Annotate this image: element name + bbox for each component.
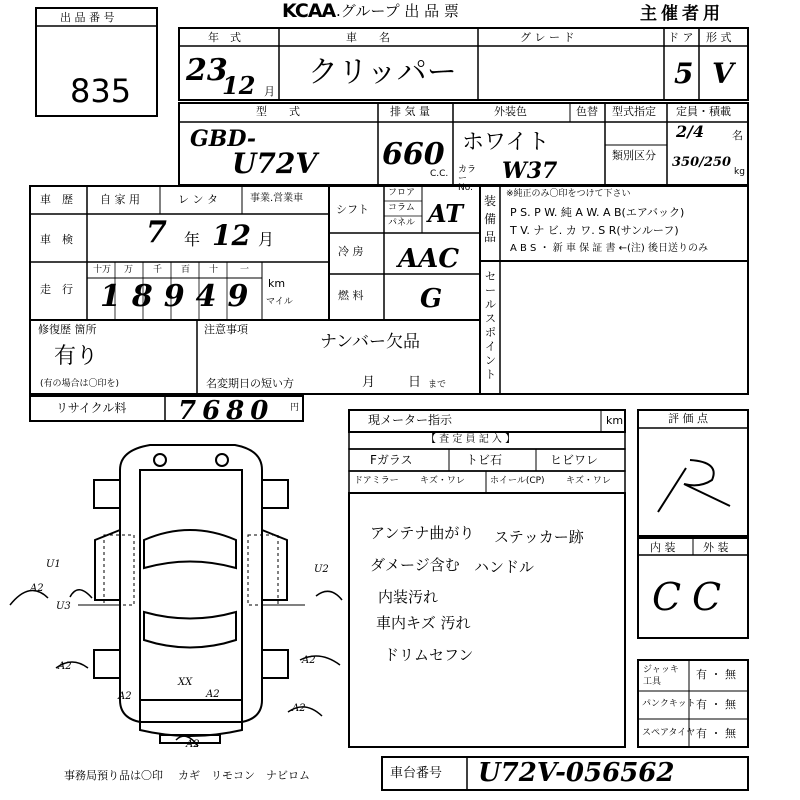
month-value: 12 (222, 71, 256, 100)
inspection-year-unit: 年 (184, 230, 201, 249)
lot-number-label: 出 品 番 号 (60, 11, 115, 24)
shift-opt-panel: パネル (388, 218, 416, 228)
tools-jack-label: ジャッキ工具 (643, 665, 679, 687)
chassis-label: 車台番号 (390, 766, 443, 781)
doors-label: ド ア (668, 31, 694, 44)
car-diagram (78, 445, 305, 743)
cc-unit: C.C. (430, 169, 449, 179)
tools-punct-opts: 有 ・ 無 (696, 698, 736, 711)
transfer-label: 名変期日の短い方 (206, 377, 294, 390)
damage-mark: U1 (46, 559, 61, 570)
damage-mark: U2 (314, 564, 329, 575)
year-label: 年 式 (208, 31, 241, 44)
assessor-comment: 車内キズ 汚れ (376, 614, 471, 632)
damage-mark: A2 (58, 661, 72, 672)
office-note: 事務局預り品は〇印 (64, 769, 163, 782)
history-label: 車 歴 (40, 193, 73, 206)
mileage-digit-label: 十 (209, 265, 219, 275)
assessor-label: 【 査 定 員 記 入 】 (426, 434, 516, 445)
f-glass-label: Fガラス (370, 453, 413, 467)
displacement-value: 660 (382, 137, 445, 172)
model-value-2: U72V (232, 147, 318, 180)
repair-label: 修復歴 箇所 (38, 323, 97, 336)
tools-spare-opts: 有 ・ 無 (696, 727, 736, 740)
transfer-month: 月 (362, 375, 376, 390)
grade-label: グ レ ー ド (520, 31, 575, 44)
equipment-note: ※純正のみ〇印をつけて下さい (506, 189, 631, 199)
kcaa-logo: KCAA (282, 0, 336, 22)
wheel-label: ホイール(CP) (490, 476, 545, 486)
doors-value: 5 (674, 57, 694, 90)
damage-mark: XX (178, 677, 193, 688)
meter-label: 現メーター指示 (368, 413, 453, 427)
assessor-comment: 内装汚れ (378, 588, 439, 606)
assessor-comment: ステッカー跡 (494, 528, 584, 546)
notes-label: 注意事項 (204, 323, 248, 336)
stone-chip-label: トビ石 (466, 453, 503, 467)
shift-label: シフト (336, 203, 369, 216)
model-label: 型 式 (256, 105, 300, 118)
ac-value: AAC (398, 244, 460, 274)
damage-mark: A2 (302, 655, 316, 666)
color-label: 外装色 (494, 105, 527, 118)
recycle-value: 7680 (178, 396, 275, 426)
tools-punct-label: パンクキット (642, 699, 696, 709)
inspection-month: 12 (212, 219, 251, 252)
assessor-comment: ダメージ含む (370, 556, 460, 574)
shift-value: AT (428, 199, 464, 228)
tools-spare-label: スペアタイヤ (642, 728, 696, 738)
inspection-year: 7 (146, 215, 167, 250)
color-change-label: 色替 (576, 105, 598, 118)
load-unit: kg (734, 167, 745, 177)
fuel-value: G (420, 284, 443, 314)
damage-mark: A2 (206, 689, 220, 700)
exterior-value: C (692, 575, 722, 619)
sale-point-label: セールスポイント (485, 270, 496, 381)
model-value-1: GBD- (190, 126, 256, 152)
wheel-opts: キズ・ワレ (566, 476, 611, 486)
chassis-value: U72V-056562 (478, 758, 675, 788)
damage-mark: A2 (30, 583, 44, 594)
lot-number: 835 (70, 72, 132, 110)
shift-opt-column: コラム (388, 203, 415, 213)
rating-label: 評 価 点 (668, 412, 708, 425)
exterior-label: 外 装 (703, 541, 729, 554)
mileage-digit-label: 千 (153, 265, 163, 275)
color-value: ホワイト (462, 130, 550, 155)
fuel-label: 燃 料 (338, 289, 364, 302)
mileage-unit-mile: マイル (266, 297, 293, 307)
recycle-label: リサイクル料 (56, 401, 127, 415)
interior-value: C (652, 575, 682, 619)
color-no-label: カラー No. (458, 165, 477, 193)
capacity-label: 定員・積載 (676, 105, 731, 118)
equipment-label: 装 備 品 (484, 194, 497, 244)
displacement-label: 排 気 量 (390, 105, 430, 118)
organizer-label: 主催者用 (640, 4, 724, 24)
meter-unit: km (606, 414, 624, 427)
inspection-month-unit: 月 (258, 230, 275, 249)
recycle-unit: 円 (290, 403, 300, 413)
office-items: カギ リモコン ナビロム (178, 769, 310, 782)
month-unit: 月 (264, 85, 275, 98)
transfer-until: まで (428, 380, 447, 390)
history-opt-business: 事業.営業車 (250, 193, 304, 204)
form-title: .グループ 出 品 票 (336, 2, 459, 20)
type-class-label: 類別区分 (612, 149, 656, 162)
load-value: 350/250 (672, 155, 732, 170)
equipment-line-3: A B S ・ 新 車 保 証 書 ←(注) 後日送りのみ (510, 243, 709, 254)
repair-note: (有の場合は〇印を) (40, 379, 120, 389)
transfer-day: 日 (408, 375, 422, 390)
car-name-label: 車 名 (346, 31, 390, 44)
notes-value: ナンバー欠品 (320, 332, 420, 352)
mileage-digit-label: 万 (124, 265, 134, 275)
capacity-unit: 名 (732, 129, 743, 142)
type-spec-label: 型式指定 (612, 105, 656, 118)
year-value: 23 (186, 53, 228, 88)
crack-label: ヒビワレ (550, 453, 599, 467)
mileage-label: 走 行 (40, 283, 73, 296)
interior-label: 内 装 (650, 541, 676, 554)
equipment-line-1: P S. P W. 純 A W. A B(エアバック) (510, 206, 685, 219)
mileage-value: 18949 (100, 279, 260, 314)
door-mirror-opts: キズ・ワレ (420, 476, 465, 486)
repair-value: 有り (54, 344, 99, 369)
assessor-comment: アンテナ曲がり (370, 524, 475, 542)
assessor-comment: ハンドル (474, 558, 535, 576)
capacity-value: 2/4 (676, 122, 705, 141)
damage-mark: A2 (292, 703, 306, 714)
equipment-line-2: T V. ナ ビ. カ ワ. S R(サンルーフ) (510, 224, 679, 237)
mileage-digit-label: 百 (181, 265, 191, 275)
door-mirror-label: ドアミラー (354, 476, 399, 486)
shift-opt-floor: フロア (388, 188, 416, 198)
damage-mark: U3 (56, 601, 71, 612)
assessor-comment: ドリムセフン (384, 646, 474, 664)
ac-label: 冷 房 (338, 245, 364, 258)
car-name-value: クリッパー (308, 55, 457, 90)
shape-label: 形 式 (706, 31, 732, 44)
damage-mark: A2 (186, 739, 200, 750)
inspection-label: 車 検 (40, 233, 73, 246)
tools-jack-opts: 有 ・ 無 (696, 668, 736, 681)
shape-value: V (712, 57, 734, 90)
mileage-digit-label: 一 (240, 265, 250, 275)
mileage-digit-label: 十万 (93, 265, 112, 275)
damage-mark: A2 (118, 691, 132, 702)
history-opt-private: 自 家 用 (100, 193, 140, 206)
color-no-value: W37 (502, 158, 558, 184)
mileage-unit-km: km (268, 277, 286, 290)
history-opt-rental: レ ン タ (178, 193, 218, 206)
